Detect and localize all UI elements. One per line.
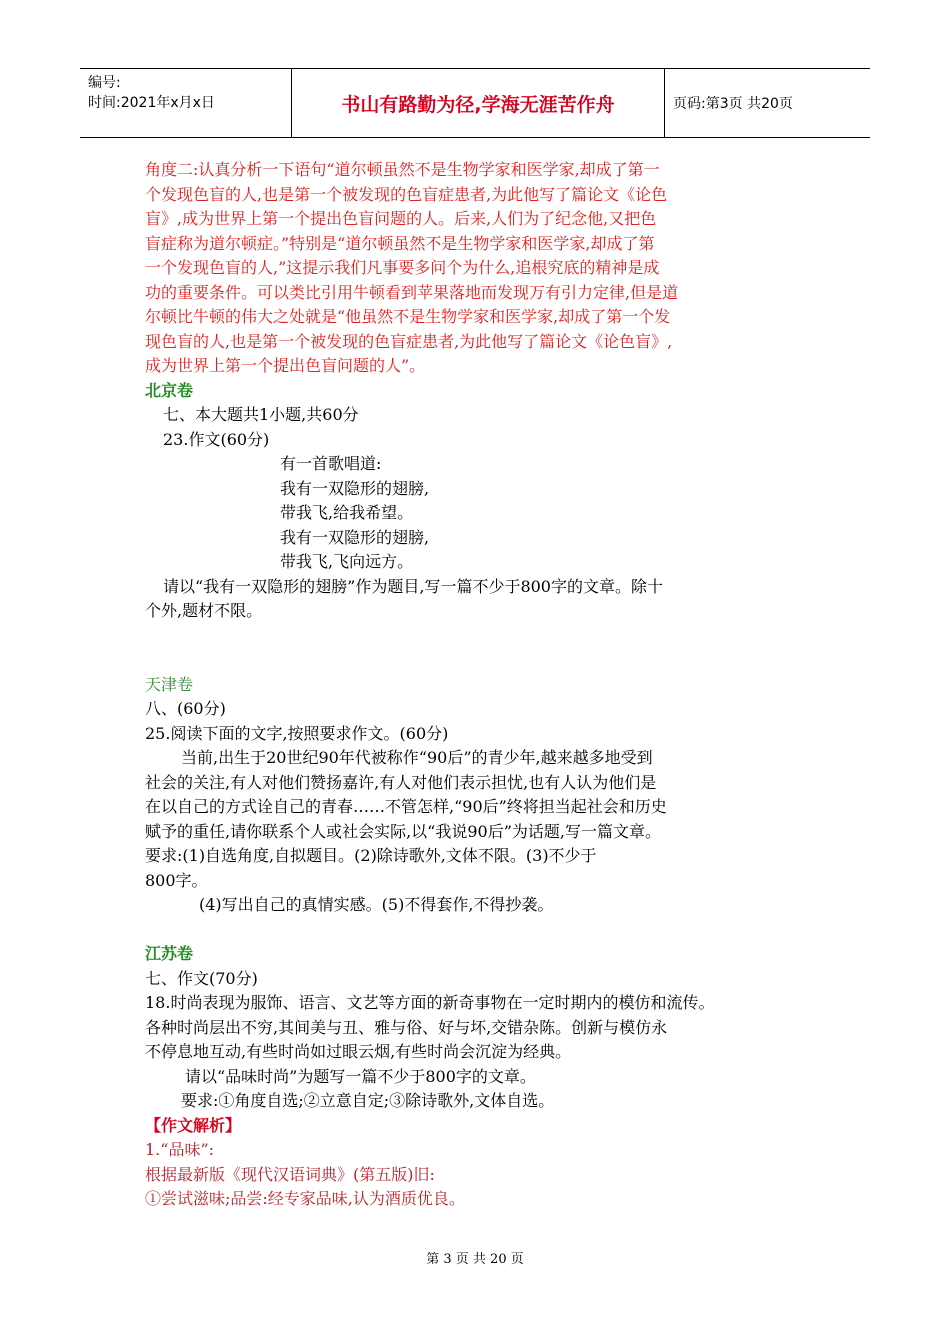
header-table (80, 68, 870, 138)
poem-line: 有一首歌唱道: (280, 454, 382, 473)
angle-two-paragraph (145, 158, 825, 379)
beijing-question-header: 七、本大题共1小题,共60分 (163, 405, 359, 424)
jiangsu-prompt: 请以“品味时尚”为题写一篇不少于800字的文章。 (185, 1066, 536, 1086)
text-line: 角度二:认真分析一下语句“道尔顿虽然不是生物学家和医学家,却成了第一 (145, 160, 660, 179)
tianjin-title: 天津卷 (145, 674, 194, 694)
text-line: 个发现色盲的人,也是第一个被发现的色盲症患者,为此他写了篇论文《论色 (145, 184, 668, 204)
text-line: 社会的关注,有人对他们赞扬嘉许,有人对他们表示担忧,也有人认为他们是 (145, 772, 657, 792)
poem-line: 带我飞,给我希望。 (280, 503, 414, 522)
text-line: 赋予的重任,请你联系个人或社会实际,以“我说90后”为话题,写一篇文章。 (145, 821, 661, 841)
beijing-question-number: 23.作文(60分) (163, 429, 270, 449)
beijing-prompt-cont: 个外,题材不限。 (145, 601, 263, 620)
text-line: 盲症称为道尔顿症。”特别是“道尔顿虽然不是生物学家和医学家,却成了第 (145, 233, 655, 253)
analysis-line: ①尝试滋味;品尝:经专家品味,认为酒质优良。 (145, 1189, 465, 1208)
text-line: 盲》,成为世界上第一个提出色盲问题的人。后来,人们为了纪念他,又把色 (145, 209, 657, 228)
text-line: 各种时尚层出不穷,其间美与丑、雅与俗、好与坏,交错杂陈。创新与模仿永 (145, 1017, 668, 1037)
text-line: 功的重要条件。可以类比引用牛顿看到苹果落地而发现万有引力定律,但是道 (145, 282, 679, 302)
document-body (145, 158, 825, 1212)
analysis-line: 根据最新版《现代汉语词典》(第五版)旧: (145, 1164, 435, 1184)
code-label: 编号: (88, 75, 121, 91)
tianjin-question-number: 25.阅读下面的文字,按照要求作文。(60分) (145, 723, 449, 743)
motto: 书山有路勤为径,学海无涯苦作舟 (292, 69, 665, 137)
jiangsu-title: 江苏卷 (145, 944, 194, 963)
poem-line: 我有一双隐形的翅膀, (280, 527, 430, 547)
text-line: 当前,出生于20世纪90年代被称作“90后”的青少年,越来越多地受到 (181, 748, 653, 767)
beijing-title: 北京卷 (145, 380, 194, 400)
beijing-prompt: 请以“我有一双隐形的翅膀”作为题目,写一篇不少于800字的文章。除十 (163, 576, 663, 596)
jiangsu-question-header: 七、作文(70分) (145, 968, 258, 988)
page-footer: 第 3 页 共 20 页 (426, 1252, 524, 1267)
text-line: 800字。 (145, 870, 208, 890)
text-line: 不停息地互动,有些时尚如过眼云烟,有些时尚会沉淀为经典。 (145, 1042, 572, 1061)
text-line: 成为世界上第一个提出色盲问题的人”。 (145, 356, 426, 375)
jiangsu-requirements: 要求:①角度自选;②立意自定;③除诗歌外,文体自选。 (181, 1091, 555, 1110)
tianjin-question-header: 八、(60分) (145, 699, 226, 718)
poem-line: 我有一双隐形的翅膀, (280, 478, 430, 498)
page-info: 页码:第3页 共20页 (673, 96, 793, 112)
text-line: 一个发现色盲的人,”这提示我们凡事要多问个为什么,追根究底的精神是成 (145, 258, 660, 277)
poem-line: 带我飞,飞向远方。 (280, 552, 414, 571)
text-line: 尔顿比牛顿的伟大之处就是“他虽然不是生物学家和医学家,却成了第一个发 (145, 307, 671, 326)
analysis-title: 【作文解析】 (145, 1115, 242, 1135)
text-line: 在以自己的方式诠自己的青春……不管怎样,“90后”终将担当起社会和历史 (145, 797, 667, 816)
text-line: 18.时尚表现为服饰、语言、文艺等方面的新奇事物在一定时期内的模仿和流传。 (145, 993, 715, 1012)
analysis-line: 1.“品味”: (145, 1140, 215, 1159)
text-line: 现色盲的人,也是第一个被发现的色盲症患者,为此他写了篇论文《论色盲》, (145, 331, 673, 351)
tianjin-requirements: (4)写出自己的真情实感。(5)不得套作,不得抄袭。 (199, 895, 554, 914)
text-line: 要求:(1)自选角度,自拟题目。(2)除诗歌外,文体不限。(3)不少于 (145, 846, 597, 865)
time-label: 时间:2021年x月x日 (88, 95, 215, 111)
header-left-cell (80, 69, 292, 137)
